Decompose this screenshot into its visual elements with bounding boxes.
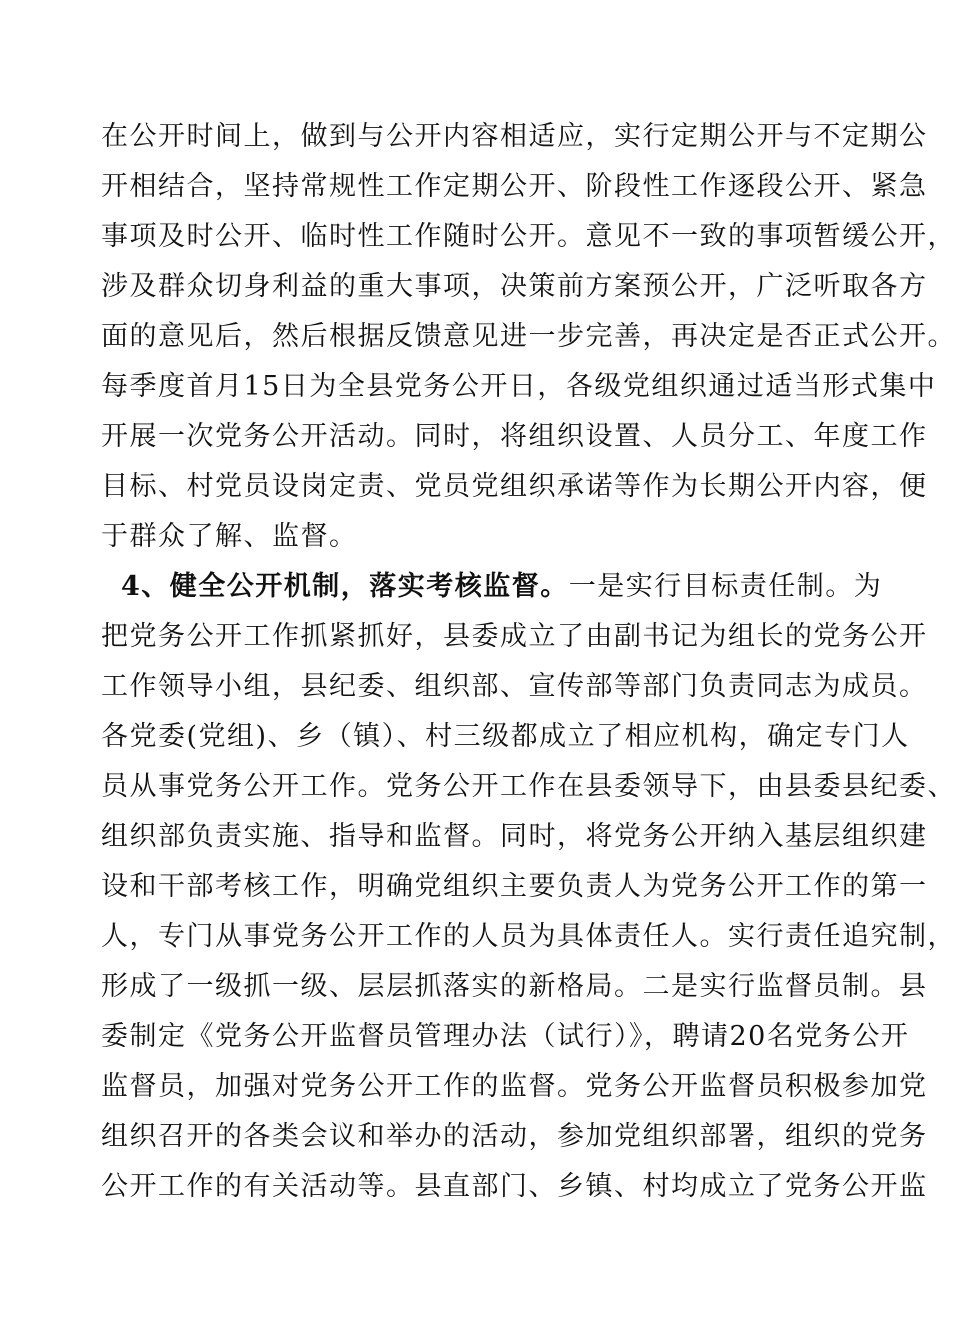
text-line: 组织召开的各类会议和举办的活动，参加党组织部署，组织的党务 [101, 1121, 928, 1152]
text-line: 每季度首月15日为全县党务公开日，各级党组织通过适当形式集中 [101, 371, 937, 402]
paragraph-first-line [101, 562, 883, 612]
text-line: 人，专门从事党务公开工作的人员为具体责任人。实行责任追究制， [101, 921, 956, 952]
text-line: 事项及时公开、临时性工作随时公开。意见不一致的事项暂缓公开， [101, 221, 956, 252]
text-line: 设和干部考核工作，明确党组织主要负责人为党务公开工作的第一 [101, 871, 928, 902]
paragraph-publicity-timing [101, 112, 956, 562]
text-line: 涉及群众切身利益的重大事项，决策前方案预公开，广泛听取各方 [101, 271, 928, 302]
text-line: 各党委(党组)、乡（镇）、村三级都成立了相应机构，确定专门人 [101, 721, 910, 752]
text-line: 员从事党务公开工作。党务公开工作在县委领导下，由县委县纪委、 [101, 771, 956, 802]
text-line: 监督员，加强对党务公开工作的监督。党务公开监督员积极参加党 [101, 1071, 928, 1102]
text-line: 于群众了解、监督。 [101, 521, 358, 552]
text-line: 开相结合，坚持常规性工作定期公开、阶段性工作逐段公开、紧急 [101, 171, 928, 202]
text-line: 组织部负责实施、指导和监督。同时，将党务公开纳入基层组织建 [101, 821, 928, 852]
document-body [101, 112, 956, 1212]
text-line: 委制定《党务公开监督员管理办法（试行）》，聘请20名党务公开 [101, 1021, 910, 1052]
text-line: 把党务公开工作抓紧抓好，县委成立了由副书记为组长的党务公开 [101, 621, 928, 652]
section-heading: 4、健全公开机制，落实考核监督。 [121, 571, 569, 602]
text-run: 一是实行目标责任制。为 [568, 571, 883, 602]
text-line: 形成了一级抓一级、层层抓落实的新格局。二是实行监督员制。县 [101, 971, 928, 1002]
text-line: 面的意见后，然后根据反馈意见进一步完善，再决定是否正式公开。 [101, 321, 956, 352]
text-line: 目标、村党员设岗定责、党员党组织承诺等作为长期公开内容，便 [101, 471, 928, 502]
text-line: 工作领导小组，县纪委、组织部、宣传部等部门负责同志为成员。 [101, 671, 928, 702]
text-line: 开展一次党务公开活动。同时，将组织设置、人员分工、年度工作 [101, 421, 928, 452]
paragraph-mechanism-supervision [101, 562, 956, 1212]
text-line: 在公开时间上，做到与公开内容相适应，实行定期公开与不定期公 [101, 121, 928, 152]
text-line: 公开工作的有关活动等。县直部门、乡镇、村均成立了党务公开监 [101, 1171, 928, 1202]
